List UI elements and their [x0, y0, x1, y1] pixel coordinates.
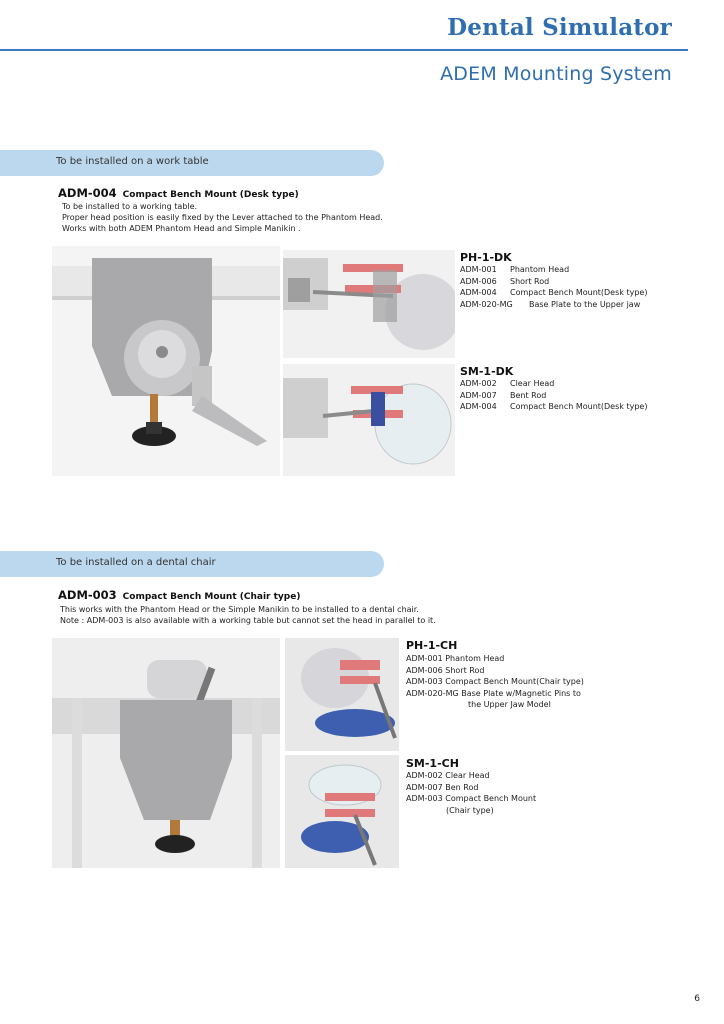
product-model: ADM-004 — [58, 186, 117, 200]
kit-item: ADM-020-MG Base Plate w/Magnetic Pins to — [406, 688, 581, 698]
kit-item-name: Compact Bench Mount(Desk type) — [510, 402, 648, 411]
section-banner-label: To be installed on a work table — [56, 156, 209, 167]
chair-mount-photo — [52, 638, 280, 868]
kit-item: ADM-006 Short Rod — [406, 665, 485, 675]
phantom-head-photo — [283, 250, 455, 358]
description-line: Works with both ADEM Phantom Head and Simple Manikin . — [62, 224, 301, 233]
section-banner-dental-chair — [0, 551, 384, 577]
kit-item-code: ADM-001 — [460, 265, 497, 274]
page-subtitle: ADEM Mounting System — [440, 63, 672, 85]
kit-item-name: Compact Bench Mount(Desk type) — [510, 288, 648, 297]
description-line: Note : ADM-003 is also available with a working table but cannot set the head in parallel to it. — [60, 616, 436, 625]
kit-item — [460, 264, 647, 276]
kit-item: ADM-002 Clear Head — [406, 771, 490, 780]
kit-item-code: ADM-006 — [460, 276, 497, 286]
kit-item-code: ADM-007 — [460, 390, 497, 400]
section-banner-work-table — [0, 150, 384, 176]
kit-item-name: Base Plate to the Upper jaw — [529, 299, 641, 309]
kit-item-code: ADM-002 — [460, 379, 497, 388]
product-heading — [58, 588, 300, 602]
product-model: ADM-003 — [58, 588, 117, 602]
kit-item: the Upper Jaw Model — [468, 700, 551, 709]
kit-item — [460, 299, 647, 311]
kit-item-name: Phantom Head — [510, 265, 570, 274]
kit-title: PH-1-DK — [460, 251, 512, 264]
kit-item — [460, 401, 647, 413]
product-name: Compact Bench Mount (Desk type) — [122, 190, 299, 200]
description-line: To be installed to a working table. — [62, 202, 198, 211]
kit-item-name: Bent Rod — [510, 390, 547, 400]
kit-title: SM-1-CH — [406, 757, 459, 770]
kit-item-name: Short Rod — [510, 276, 550, 286]
kit-item: ADM-007 Ben Rod — [406, 782, 479, 792]
clear-head-photo — [283, 364, 455, 476]
description-line: Proper head position is easily fixed by the Lever attached to the Phantom Head. — [62, 213, 383, 222]
product-name: Compact Bench Mount (Chair type) — [122, 592, 301, 602]
kit-item: (Chair type) — [446, 805, 494, 815]
product-description — [62, 201, 383, 234]
kit-item — [460, 390, 647, 402]
description-line: This works with the Phantom Head or the Simple Manikin to be installed to a dental chair. — [60, 605, 419, 614]
section-banner-label: To be installed on a dental chair — [56, 557, 216, 568]
kit-item-list — [460, 378, 647, 413]
kit-item-list — [406, 770, 536, 816]
kit-item-list — [460, 264, 647, 310]
kit-title: SM-1-DK — [460, 365, 514, 378]
kit-item: ADM-003 Compact Bench Mount — [406, 794, 537, 803]
kit-item — [460, 276, 647, 288]
product-description — [60, 604, 436, 626]
product-heading — [58, 186, 299, 200]
kit-item — [460, 378, 647, 390]
kit-item-list — [406, 653, 584, 711]
page-number: 6 — [694, 994, 700, 1004]
kit-item: ADM-003 Compact Bench Mount(Chair type) — [406, 677, 584, 686]
page-title: Dental Simulator — [447, 14, 672, 41]
kit-title: PH-1-CH — [406, 639, 458, 652]
kit-item: ADM-001 Phantom Head — [406, 654, 505, 663]
kit-item-code: ADM-004 — [460, 402, 497, 411]
header-divider — [0, 49, 688, 51]
kit-item-name: Clear Head — [510, 379, 555, 388]
desk-mount-photo — [52, 246, 280, 476]
kit-item-code: ADM-020-MG — [460, 299, 513, 309]
phantom-chair-photo — [285, 638, 399, 751]
clear-head-chair-photo — [285, 755, 399, 868]
kit-item-code: ADM-004 — [460, 288, 497, 297]
kit-item — [460, 287, 647, 299]
